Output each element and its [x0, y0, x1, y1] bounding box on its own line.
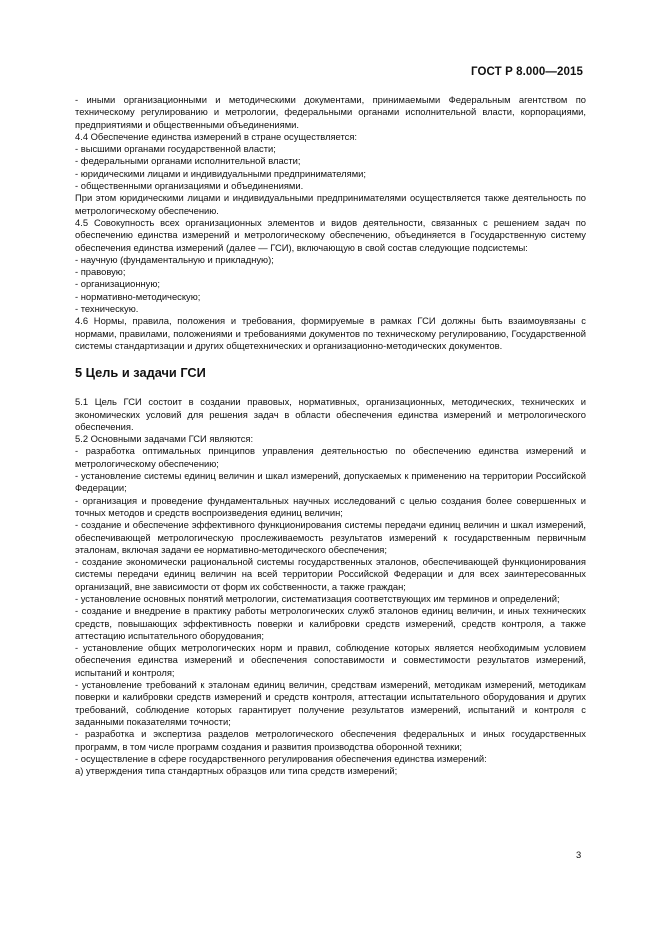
list-item: - создание и обеспечение эффективного функционирования системы передачи единиц величин и шкал измерений, обеспечивающей метрологическую прослеживаемость результатов измерений к государственным первичным эталонам, включая задачи ее нормативно-методического обеспечения;: [75, 519, 586, 555]
list-item: - организационную;: [75, 278, 161, 290]
list-item: - техническую.: [75, 303, 139, 315]
section-heading: 5 Цель и задачи ГСИ: [75, 365, 206, 381]
list-item: - установление требований к эталонам единиц величин, средствам измерений, методикам измерений, методикам поверки и калибровки средств измерений и средств контроля, аттестации испытательного оборудования и других требований, соблюдение которых гарантирует получение результатов измерений, испытаний и контроля с заданными показателями точности;: [75, 679, 586, 727]
paragraph: 5.2 Основными задачами ГСИ являются:: [75, 433, 254, 445]
list-item: - установление основных понятий метрологии, систематизация соответствующих им терминов и определений;: [75, 592, 560, 604]
list-item: - юридическими лицами и индивидуальными предпринимателями;: [75, 167, 366, 179]
document-id-header: ГОСТ Р 8.000—2015: [471, 66, 583, 78]
list-item: - создание экономически рациональной системы государственных эталонов, обеспечивающей функционирования системы передачи единиц величин на всей территории Российской Федерации и для всех заинтересованных организаций, вне зависимости от форм их собственности, а также граждан;: [75, 556, 586, 592]
list-item: - федеральными органами исполнительной власти;: [75, 155, 301, 167]
list-item: а) утверждения типа стандартных образцов или типа средств измерений;: [75, 765, 398, 777]
paragraph: 4.4 Обеспечение единства измерений в стране осуществляется:: [75, 130, 358, 142]
list-item: - общественными организациями и объединениями.: [75, 180, 304, 192]
paragraph: 4.5 Совокупность всех организационных элементов и видов деятельности, связанных с решением задач по обеспечению единства измерений и метрологическому обеспечению, объединяется в Государственную систему обеспечения единства измерений (далее — ГСИ), включающую в свой состав следующие подсистемы:: [75, 216, 586, 253]
list-item: - установление общих метрологических норм и правил, соблюдение которых является необходимым условием обеспечения единства измерений и обеспечения сопоставимости и совместимости результатов измерений, испытаний и контроля;: [75, 642, 586, 678]
list-item: - осуществление в сфере государственного регулирования обеспечения единства измерений:: [75, 752, 487, 764]
list-item: - организация и проведение фундаментальных научных исследований с целью создания более совершенных и точных методов и средств воспроизведения единиц величин;: [75, 494, 586, 518]
paragraph: - иными организационными и методическими документами, принимаемыми Федеральным агентством по техническому регулированию и метрологии, федеральными органами исполнительной власти, корпорациями, предприятиями и общественными объединениями.: [75, 94, 586, 130]
list-item: - научную (фундаментальную и прикладную);: [75, 253, 274, 265]
list-item: - правовую;: [75, 266, 126, 278]
list-item: - разработка и экспертиза разделов метрологического обеспечения федеральных и иных государственных программ, в том числе программ создания и развития производства оборонной техники;: [75, 728, 586, 752]
paragraph: При этом юридическими лицами и индивидуальными предпринимателями осуществляется также деятельность по метрологическому обеспечению.: [75, 192, 586, 216]
list-item: - создание и внедрение в практику работы метрологических служб эталонов единиц величин, и иных технических средств, повышающих эффективность поверки и калибровки средств измерений, средств контроля, а также аттестацию испытательного оборудования;: [75, 605, 586, 641]
list-item: - нормативно-методическую;: [75, 290, 201, 302]
paragraph: 4.6 Нормы, правила, положения и требования, формируемые в рамках ГСИ должны быть взаимоувязаны с нормами, правилами, положениями и требованиями документов по техническому регулированию, Государственной системы стандартизации и других общетехнических и организационно-методических документов.: [75, 315, 586, 351]
list-item: - установление системы единиц величин и шкал измерений, допускаемых к применению на территории Российской Федерации;: [75, 470, 586, 494]
paragraph: 5.1 Цель ГСИ состоит в создании правовых, нормативных, организационных, методических, технических и экономических условий для решения задач в области обеспечения единства измерений и метрологического обеспечения.: [75, 396, 586, 432]
document-body: [75, 94, 586, 777]
list-item: - высшими органами государственной власти;: [75, 143, 276, 155]
list-item: - разработка оптимальных принципов управления деятельностью по обеспечению единства измерений и метрологическому обеспечению;: [75, 445, 586, 469]
page-number: 3: [576, 849, 582, 860]
